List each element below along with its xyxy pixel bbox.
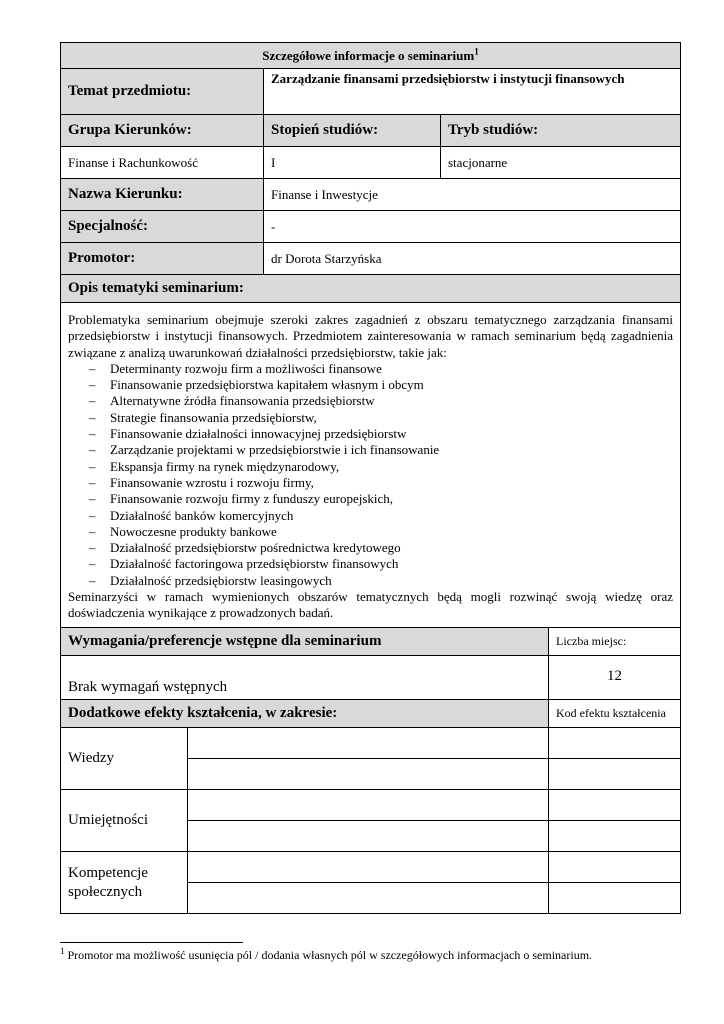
outcome-row-label-competences: Kompetencje społecznych — [61, 852, 188, 914]
outcomes-label: Dodatkowe efekty kształcenia, w zakresie: — [61, 700, 549, 728]
requirements-value: Brak wymagań wstępnych — [61, 656, 549, 700]
outcome-description-cell — [188, 821, 549, 852]
description-label: Opis tematyki seminarium: — [61, 275, 681, 303]
degree-label: Stopień studiów: — [264, 115, 441, 147]
field-value: Finanse i Inwestycje — [264, 179, 681, 211]
description-content — [61, 303, 681, 628]
specialty-label: Specjalność: — [61, 211, 264, 243]
subject-value: Zarządzanie finansami przedsiębiorstw i instytucji finansowych — [264, 69, 681, 115]
outcome-code-cell — [549, 728, 681, 759]
footnote-separator — [60, 942, 243, 943]
list-item: – Ekspansja firmy na rynek międzynarodowy, — [89, 459, 673, 475]
list-item: – Nowoczesne produkty bankowe — [89, 524, 673, 540]
outcome-description-cell — [188, 790, 549, 821]
form-title: Szczegółowe informacje o seminarium — [262, 47, 475, 63]
list-item: – Determinanty rozwoju firm a możliwości finansowe — [89, 361, 673, 377]
list-item: – Finansowanie rozwoju firmy z funduszy europejskich, — [89, 491, 673, 507]
footnote-text: Promotor ma możliwość usunięcia pól / dodania własnych pól w szczegółowych informacjach o seminarium. — [67, 948, 593, 962]
degree-value: I — [264, 147, 441, 179]
list-item: – Zarządzanie projektami w przedsiębiorstwie i ich finansowanie — [89, 442, 673, 458]
list-item: – Finansowanie przedsiębiorstwa kapitałem własnym i obcym — [89, 377, 673, 393]
outcome-row-label-knowledge: Wiedzy — [61, 728, 188, 790]
list-item: – Alternatywne źródła finansowania przedsiębiorstw — [89, 393, 673, 409]
description-intro: Problematyka seminarium obejmuje szeroki zakres zagadnień z obszaru tematycznego zarządzania finansami przedsiębiorstw i instytucji finansowych. Przedmiotem zainteresowania w ramach seminarium będą zagadnienia związane z analizą uwarunkowań działalności przedsiębiorstw, takie jak: — [68, 312, 674, 360]
footnote-reference: 1 — [474, 46, 479, 57]
form-header — [61, 43, 681, 69]
outcome-description-cell — [188, 883, 549, 914]
outcome-code-cell — [549, 852, 681, 883]
outcome-description-cell — [188, 852, 549, 883]
group-value: Finanse i Rachunkowość — [61, 147, 264, 179]
outcome-code-cell — [549, 759, 681, 790]
outcome-code-cell — [549, 883, 681, 914]
outcome-row-label-skills: Umiejętności — [61, 790, 188, 852]
mode-label: Tryb studiów: — [441, 115, 681, 147]
group-label: Grupa Kierunków: — [61, 115, 264, 147]
requirements-label: Wymagania/preferencje wstępne dla seminarium — [61, 628, 549, 656]
outcome-code-cell — [549, 790, 681, 821]
specialty-value: - — [264, 211, 681, 243]
outcome-code-cell — [549, 821, 681, 852]
list-item: – Działalność przedsiębiorstw pośrednictwa kredytowego — [89, 540, 673, 556]
places-value: 12 — [549, 656, 681, 700]
outcome-code-label: Kod efektu kształcenia — [549, 700, 681, 728]
description-outro: Seminarzyści w ramach wymienionych obszarów tematycznych będą mogli rozwinąć swoją wiedzę oraz doświadczenia wynikające z prowadzonych badań. — [68, 589, 674, 621]
seminar-form-table — [60, 42, 681, 914]
footnote — [60, 948, 592, 963]
field-label: Nazwa Kierunku: — [61, 179, 264, 211]
outcome-description-cell — [188, 728, 549, 759]
list-item: – Działalność przedsiębiorstw leasingowych — [89, 573, 673, 589]
mode-value: stacjonarne — [441, 147, 681, 179]
list-item: – Finansowanie wzrostu i rozwoju firmy, — [89, 475, 673, 491]
outcome-description-cell — [188, 759, 549, 790]
footnote-mark: 1 — [60, 946, 65, 956]
list-item: – Działalność factoringowa przedsiębiorstw finansowych — [89, 556, 673, 572]
list-item: – Strategie finansowania przedsiębiorstw, — [89, 410, 673, 426]
subject-label: Temat przedmiotu: — [61, 69, 264, 115]
promoter-value: dr Dorota Starzyńska — [264, 243, 681, 275]
topic-list — [68, 361, 673, 589]
list-item: – Działalność banków komercyjnych — [89, 508, 673, 524]
list-item: – Finansowanie działalności innowacyjnej przedsiębiorstw — [89, 426, 673, 442]
places-label: Liczba miejsc: — [549, 628, 681, 656]
promoter-label: Promotor: — [61, 243, 264, 275]
